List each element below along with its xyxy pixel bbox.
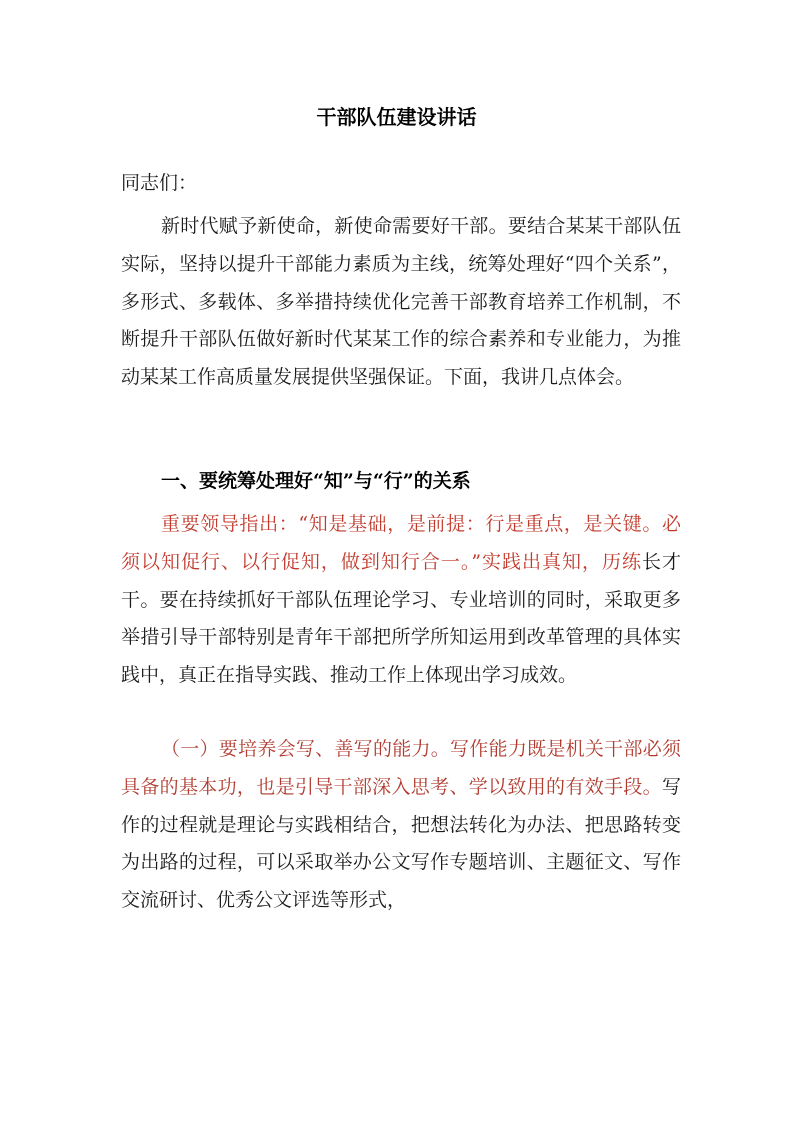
- paragraph-subsection-1: [121, 731, 681, 920]
- subheading-emphasis: （一）要培养会写、善写的能力。写作能力既是机关干部必须具备的基本功，也是引导干部深入思考、学以致用的有效手段。: [121, 738, 681, 798]
- greeting: 同志们：: [121, 172, 198, 194]
- paragraph-body: 长才干。要在持续抓好干部队伍理论学习、专业培训的同时，采取更多举措引导干部特别是青年干部把所学所知运用到改革管理的具体实践中，真正在指导实践、推动工作上体现出学习成效。: [121, 550, 681, 687]
- section-heading-1: 一、要统筹处理好“知”与“行”的关系: [161, 470, 471, 492]
- quote-emphasis: 重要领导指出：“知是基础，是前提：行是重点，是关键。必须以知促行、以行促知，做到知行合一。”实践出真知，历练: [121, 513, 681, 573]
- paragraph-body: 写作的过程就是理论与实践相结合，把想法转化为办法、把思路转变为出路的过程，可以采取举办公文写作专题培训、主题征文、写作交流研讨、优秀公文评选等形式，: [121, 775, 681, 912]
- paragraph-intro: 新时代赋予新使命，新使命需要好干部。要结合某某干部队伍实际，坚持以提升干部能力素质为主线，统筹处理好“四个关系”，多形式、多载体、多举措持续优化完善干部教育培养工作机制，不断提升干部队伍做好新时代某某工作的综合素养和专业能力，为推动某某工作高质量发展提供坚强保证。下面，我讲几点体会。: [121, 215, 681, 389]
- document-title: 干部队伍建设讲话: [316, 105, 477, 129]
- paragraph-section-1: [121, 506, 681, 695]
